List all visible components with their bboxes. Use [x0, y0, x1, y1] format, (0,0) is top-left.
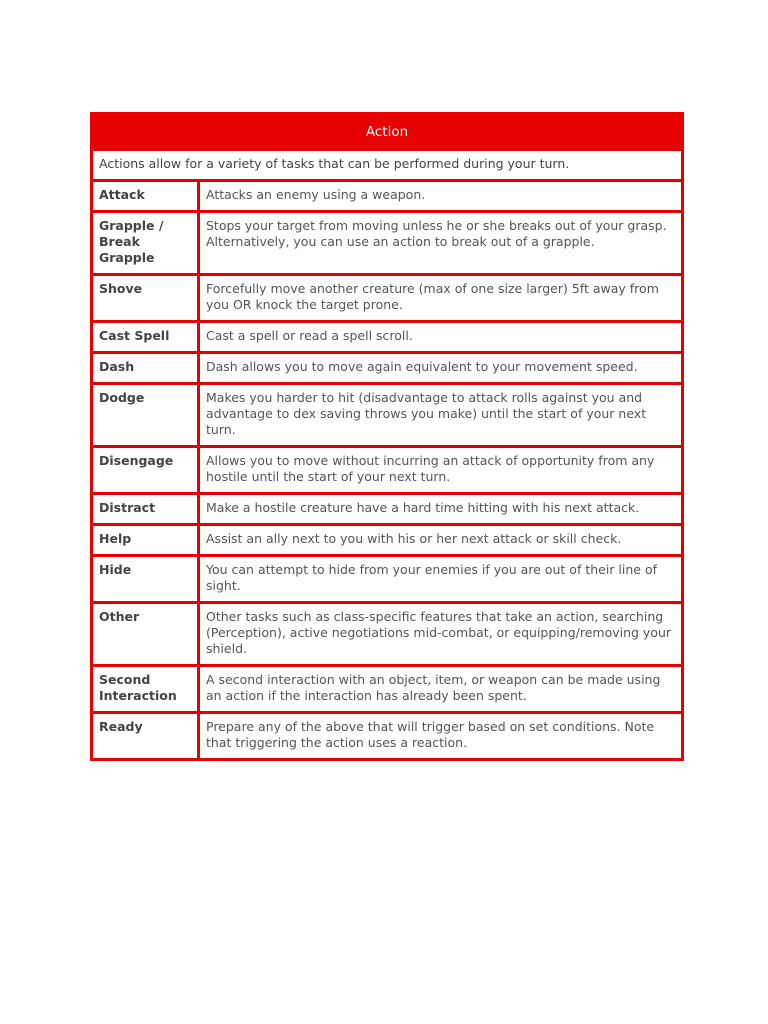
- action-description: Dash allows you to move again equivalent to your movement speed.: [199, 353, 683, 384]
- action-name: Ready: [92, 713, 199, 760]
- table-row: [92, 713, 683, 760]
- action-name: Hide: [92, 556, 199, 603]
- action-description: Assist an ally next to you with his or her next attack or skill check.: [199, 525, 683, 556]
- action-description: Prepare any of the above that will trigger based on set conditions. Note that triggering the action uses a reaction.: [199, 713, 683, 760]
- table-row: [92, 384, 683, 447]
- table-header-row: [92, 114, 683, 150]
- action-description: Makes you harder to hit (disadvantage to attack rolls against you and advantage to dex saving throws you make) until the start of your next turn.: [199, 384, 683, 447]
- action-name: Distract: [92, 494, 199, 525]
- table-row: [92, 603, 683, 666]
- table-intro-row: [92, 150, 683, 181]
- table-row: [92, 181, 683, 212]
- table-row: [92, 322, 683, 353]
- table-row: [92, 666, 683, 713]
- action-description: Other tasks such as class-specific features that take an action, searching (Perception), active negotiations mid-combat, or equipping/removing your shield.: [199, 603, 683, 666]
- action-description: Stops your target from moving unless he or she breaks out of your grasp. Alternatively, you can use an action to break out of a grapple.: [199, 212, 683, 275]
- action-name: Help: [92, 525, 199, 556]
- action-description: Attacks an enemy using a weapon.: [199, 181, 683, 212]
- action-name: Second Interaction: [92, 666, 199, 713]
- action-name: Dash: [92, 353, 199, 384]
- table-row: [92, 556, 683, 603]
- action-description: A second interaction with an object, item, or weapon can be made using an action if the interaction has already been spent.: [199, 666, 683, 713]
- action-table: [90, 112, 684, 761]
- table-title: Action: [92, 114, 683, 150]
- action-name: Dodge: [92, 384, 199, 447]
- table-row: [92, 525, 683, 556]
- action-name: Other: [92, 603, 199, 666]
- action-name: Grapple / Break Grapple: [92, 212, 199, 275]
- table-row: [92, 447, 683, 494]
- table-row: [92, 275, 683, 322]
- action-description: Make a hostile creature have a hard time hitting with his next attack.: [199, 494, 683, 525]
- action-description: Allows you to move without incurring an attack of opportunity from any hostile until the start of your next turn.: [199, 447, 683, 494]
- action-name: Disengage: [92, 447, 199, 494]
- action-description: You can attempt to hide from your enemies if you are out of their line of sight.: [199, 556, 683, 603]
- table-row: [92, 353, 683, 384]
- table-row: [92, 212, 683, 275]
- action-name: Cast Spell: [92, 322, 199, 353]
- action-description: Cast a spell or read a spell scroll.: [199, 322, 683, 353]
- table-intro: Actions allow for a variety of tasks that can be performed during your turn.: [92, 150, 683, 181]
- table-row: [92, 494, 683, 525]
- action-name: Shove: [92, 275, 199, 322]
- action-description: Forcefully move another creature (max of one size larger) 5ft away from you OR knock the target prone.: [199, 275, 683, 322]
- action-name: Attack: [92, 181, 199, 212]
- action-table-container: [90, 112, 681, 761]
